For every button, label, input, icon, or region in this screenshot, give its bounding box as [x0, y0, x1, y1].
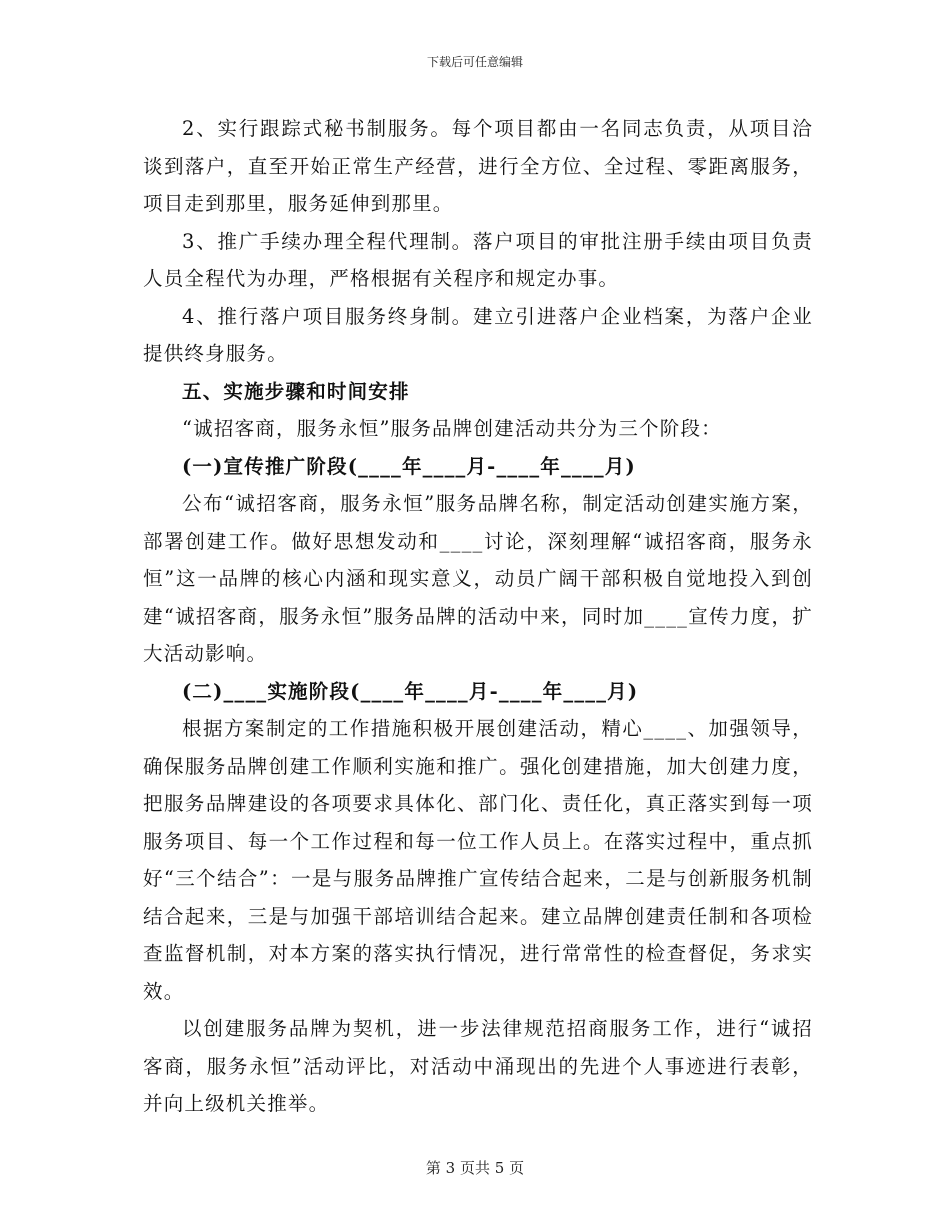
- paragraph-item-2: 2、实行跟踪式秘书制服务。每个项目都由一名同志负责，从项目洽谈到落户，直至开始正常生产经营，进行全方位、全过程、零距离服务，项目走到那里，服务延伸到那里。: [143, 117, 813, 215]
- paragraph-stage-2-continued: 以创建服务品牌为契机，进一步法律规范招商服务工作，进行“诚招客商，服务永恒”活动评比，对活动中涌现出的先进个人事迹进行表彰，并向上级机关推举。: [143, 1017, 813, 1115]
- paragraph-stage-1: 公布“诚招客商，服务永恒”服务品牌名称，制定活动创建实施方案，部署创建工作。做好思想发动和____讨论，深刻理解“诚招客商，服务永恒”这一品牌的核心内涵和现实意义，动员广阔干部积极自觉地投入到创建“诚招客商，服务永恒”服务品牌的活动中来，同时加____宣传力度，扩大活动影响。: [143, 492, 813, 665]
- paragraph-intro: “诚招客商，服务永恒”服务品牌创建活动共分为三个阶段：: [182, 417, 722, 440]
- stage-heading-1: (一)宣传推广阶段(____年____月-____年____月): [182, 454, 636, 478]
- paragraph-stage-2: 根据方案制定的工作措施积极开展创建活动，精心____、加强领导，确保服务品牌创建工作顺利实施和推广。强化创建措施，加大创建力度，把服务品牌建设的各项要求具体化、部门化、责任化，真正落实到每一项服务项目、每一个工作过程和每一位工作人员上。在落实过程中，重点抓好“三个结合”：一是与服务品牌推广宣传结合起来，二是与创新服务机制结合起来，三是与加强干部培训结合起来。建立品牌创建责任制和各项检查监督机制，对本方案的落实执行情况，进行常常性的检查督促，务求实效。: [143, 717, 813, 1003]
- paragraph-item-3: 3、推广手续办理全程代理制。落户项目的审批注册手续由项目负责人员全程代为办理，严格根据有关程序和规定办事。: [143, 229, 813, 290]
- page-footer: 第 3 页共 5 页: [425, 1159, 525, 1177]
- page-header: 下载后可任意编辑: [426, 55, 523, 69]
- document-body: [143, 110, 813, 1123]
- section-heading-5: 五、实施步骤和时间安排: [182, 379, 410, 403]
- paragraph-item-4: 4、推行落户项目服务终身制。建立引进落户企业档案，为落户企业提供终身服务。: [143, 304, 813, 365]
- stage-heading-2: (二)____实施阶段(____年____月-____年____月): [182, 679, 639, 703]
